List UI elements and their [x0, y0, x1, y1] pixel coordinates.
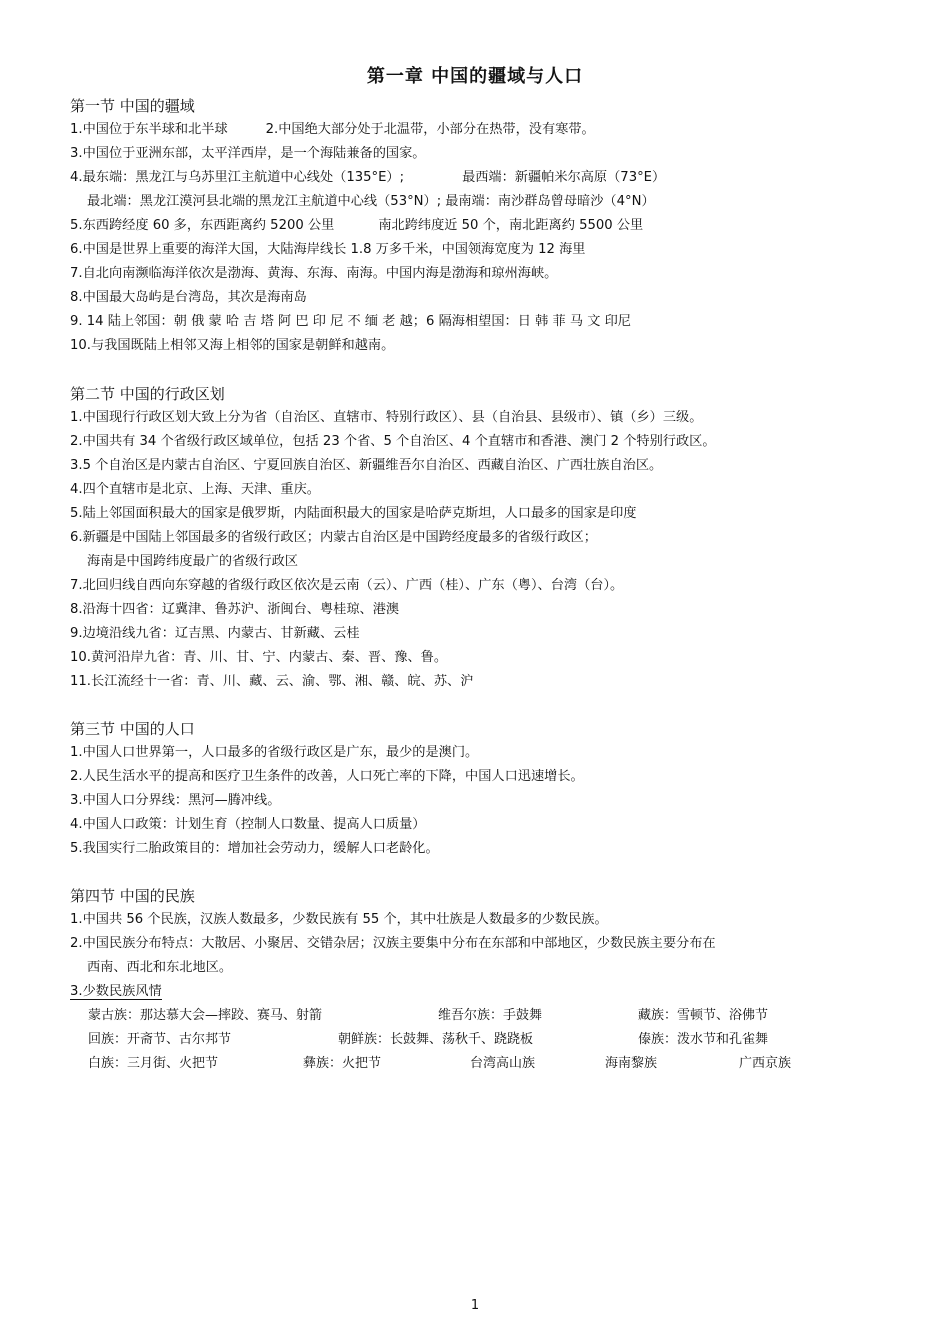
text-line — [70, 214, 890, 238]
text-line: 11.长江流经十一省：青、川、藏、云、渝、鄂、湘、赣、皖、苏、沪 — [70, 674, 474, 689]
customs-item: 回族：开斋节、古尔邦节 — [88, 1032, 232, 1047]
text-line-part: 南北跨纬度近 50 个，南北距离约 5500 公里 — [378, 218, 644, 233]
customs-row — [70, 1052, 890, 1076]
section-heading: 第三节 中国的人口 — [70, 720, 195, 738]
text-line-part: 最南端：南沙群岛曾母暗沙（4°N） — [445, 194, 655, 209]
text-line: 8.中国最大岛屿是台湾岛，其次是海南岛 — [70, 290, 307, 305]
text-line: 10.黄河沿岸九省：青、川、甘、宁、内蒙古、秦、晋、豫、鲁。 — [70, 650, 448, 665]
text-line: 6.新疆是中国陆上邻国最多的省级行政区；内蒙古自治区是中国跨经度最多的省级行政区； — [70, 530, 597, 545]
text-line: 7.自北向南濒临海洋依次是渤海、黄海、东海、南海。中国内海是渤海和琼州海峡。 — [70, 266, 558, 281]
text-line — [70, 166, 890, 190]
section-population — [70, 717, 890, 861]
text-line-part: 3.少数民族风情 — [70, 984, 162, 999]
text-line: 5.我国实行二胎政策目的：增加社会劳动力，缓解人口老龄化。 — [70, 841, 439, 856]
customs-item: 彝族：火把节 — [303, 1056, 382, 1071]
text-line: 5.陆上邻国面积最大的国家是俄罗斯，内陆面积最大的国家是哈萨克斯坦，人口最多的国家是印度 — [70, 506, 637, 521]
customs-item: 台湾高山族 — [470, 1056, 536, 1071]
customs-item: 白族：三月街、火把节 — [88, 1056, 219, 1071]
customs-item: 藏族：雪顿节、浴佛节 — [638, 1008, 769, 1023]
text-line: 10.与我国既陆上相邻又海上相邻的国家是朝鲜和越南。 — [70, 338, 395, 353]
text-line: 2.中国共有 34 个省级行政区域单位，包括 23 个省、5 个自治区、4 个直辖市和香港、澳门 2 个特别行政区。 — [70, 434, 716, 449]
text-line: 6.中国是世界上重要的海洋大国，大陆海岸线长 1.8 万多千米，中国领海宽度为 12 海里 — [70, 242, 586, 257]
text-line: 西南、西北和东北地区。 — [87, 960, 233, 975]
text-line-part: 5.东西跨经度 60 多，东西距离约 5200 公里 — [70, 218, 335, 233]
customs-row — [70, 1004, 890, 1028]
section-heading: 第一节 中国的疆域 — [70, 97, 195, 115]
page-number: 1 — [470, 1298, 480, 1313]
text-line: 7.北回归线自西向东穿越的省级行政区依次是云南（云）、广西（桂）、广东（粤）、台湾（台）。 — [70, 578, 624, 593]
text-line: 1.中国人口世界第一，人口最多的省级行政区是广东，最少的是澳门。 — [70, 745, 479, 760]
text-line: 3.中国位于亚洲东部，太平洋西岸，是一个海陆兼备的国家。 — [70, 146, 426, 161]
text-line: 9.边境沿线九省：辽吉黑、内蒙古、甘新藏、云桂 — [70, 626, 360, 641]
text-line: 9. 14 陆上邻国：朝 俄 蒙 哈 吉 塔 阿 巴 印 尼 不 缅 老 越；6 隔海相望国：日 韩 菲 马 文 印尼 — [70, 314, 631, 329]
customs-item: 广西京族 — [739, 1056, 792, 1071]
text-line: 3.中国人口分界线：黑河—腾冲线。 — [70, 793, 281, 808]
text-line: 1.中国共 56 个民族，汉族人数最多，少数民族有 55 个，其中壮族是人数最多的少数民族。 — [70, 912, 608, 927]
section-ethnic-groups — [70, 884, 890, 1076]
customs-item: 维吾尔族：手鼓舞 — [438, 1008, 543, 1023]
customs-row — [70, 1028, 890, 1052]
text-line: 2.人民生活水平的提高和医疗卫生条件的改善，人口死亡率的下降，中国人口迅速增长。 — [70, 769, 584, 784]
text-line-part: 最西端：新疆帕米尔高原（73°E） — [462, 170, 666, 185]
customs-item: 海南黎族 — [605, 1056, 658, 1071]
section-territory — [70, 94, 890, 358]
customs-item: 蒙古族：那达慕大会—摔跤、赛马、射箭 — [88, 1008, 323, 1023]
text-line: 海南是中国跨纬度最广的省级行政区 — [87, 554, 298, 569]
text-line-part: 1.中国位于东半球和北半球 — [70, 122, 228, 137]
text-line: 4.中国人口政策：计划生育（控制人口数量、提高人口质量） — [70, 817, 426, 832]
text-line — [70, 118, 890, 142]
text-line — [70, 980, 890, 1004]
text-line-part: 4.最东端：黑龙江与乌苏里江主航道中心线处（135°E）; — [70, 170, 405, 185]
text-line: 4.四个直辖市是北京、上海、天津、重庆。 — [70, 482, 320, 497]
section-heading: 第四节 中国的民族 — [70, 887, 195, 905]
section-administrative — [70, 382, 890, 694]
text-line-part: 最北端：黑龙江漠河县北端的黑龙江主航道中心线（53°N）; — [87, 194, 442, 209]
text-line — [70, 190, 890, 214]
customs-item: 傣族：泼水节和孔雀舞 — [638, 1032, 769, 1047]
customs-item: 朝鲜族：长鼓舞、荡秋千、跷跷板 — [338, 1032, 534, 1047]
chapter-title: 第一章 中国的疆域与人口 — [366, 66, 584, 87]
text-line: 8.沿海十四省：辽冀津、鲁苏沪、浙闽台、粤桂琼、港澳 — [70, 602, 400, 617]
text-line-part: 2.中国绝大部分处于北温带，小部分在热带，没有寒带。 — [265, 122, 595, 137]
section-heading: 第二节 中国的行政区划 — [70, 385, 225, 403]
text-line: 3.5 个自治区是内蒙古自治区、宁夏回族自治区、新疆维吾尔自治区、西藏自治区、广西壮族自治区。 — [70, 458, 663, 473]
text-line: 2.中国民族分布特点：大散居、小聚居、交错杂居；汉族主要集中分布在东部和中部地区，少数民族主要分布在 — [70, 936, 716, 951]
text-line: 1.中国现行行政区划大致上分为省（自治区、直辖市、特别行政区）、县（自治县、县级市）、镇（乡）三级。 — [70, 410, 703, 425]
